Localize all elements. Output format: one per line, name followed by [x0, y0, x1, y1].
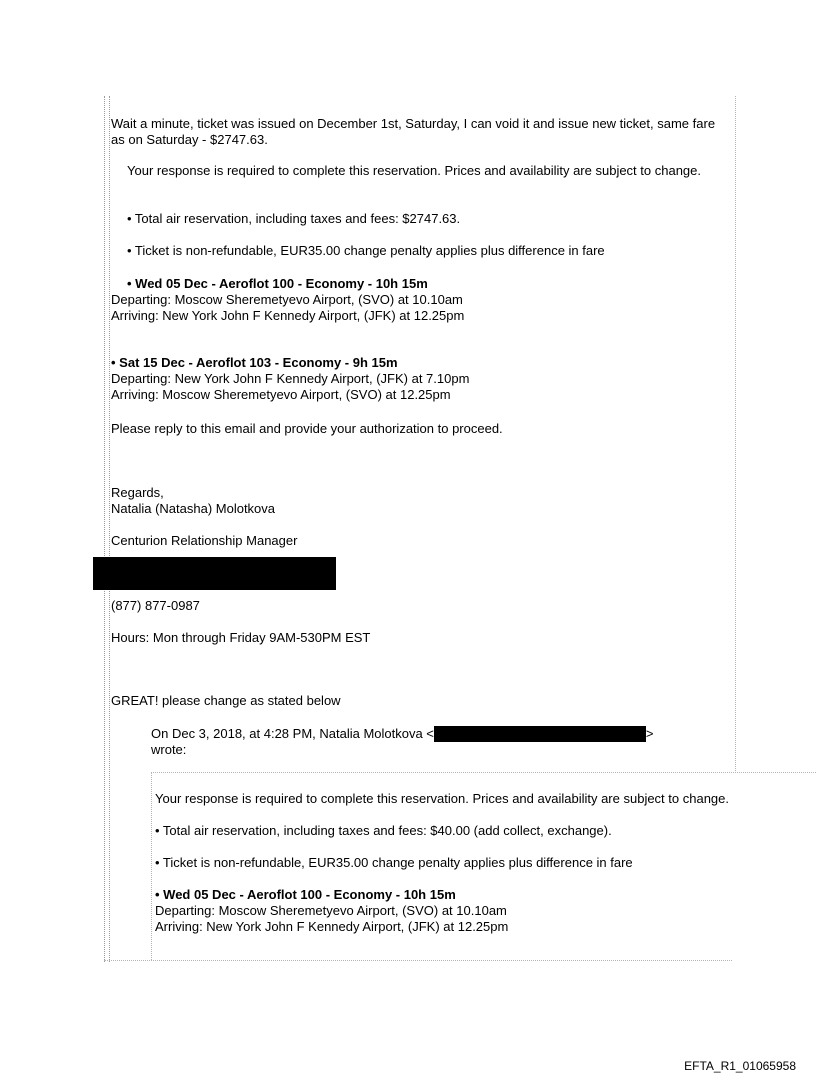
- quoted-bullet-total: • Total air reservation, including taxes and fees: $40.00 (add collect, exchange).: [155, 823, 612, 838]
- attribution-wrote: wrote:: [151, 742, 187, 757]
- reply-request-text: Please reply to this email and provide your authorization to proceed.: [111, 421, 503, 436]
- sender-name: Natalia (Natasha) Molotkova: [111, 501, 276, 516]
- quoted-bullet-ticket: • Ticket is non-refundable, EUR35.00 change penalty applies plus difference in fare: [155, 855, 633, 870]
- bullet-total: • Total air reservation, including taxes and fees: $2747.63.: [127, 211, 461, 226]
- attribution-suffix: >: [645, 726, 654, 741]
- redacted-email: [434, 726, 646, 742]
- quote-border-left: [104, 96, 110, 962]
- intro-paragraph: Wait a minute, ticket was issued on December 1st, Saturday, I can void it and issue new ticket, same fare as on Saturday - $2747.63.: [111, 116, 716, 147]
- response-required-text: Your response is required to complete this reservation. Prices and availability are subject to change.: [127, 163, 701, 178]
- attribution-line: [151, 726, 654, 742]
- phone-number: (877) 877-0987: [111, 598, 200, 613]
- flight-2-departing: Departing: New York John F Kennedy Airport, (JFK) at 7.10pm: [111, 371, 470, 386]
- quote-border-right: [735, 96, 736, 771]
- sender-title: Centurion Relationship Manager: [111, 533, 298, 548]
- flight-1-departing: Departing: Moscow Sheremetyevo Airport, (SVO) at 10.10am: [111, 292, 463, 307]
- attribution-prefix: On Dec 3, 2018, at 4:28 PM, Natalia Molotkova <: [151, 726, 434, 741]
- flight-2-heading: • Sat 15 Dec - Aeroflot 103 - Economy - 9h 15m: [111, 355, 398, 370]
- flight-1-arriving: Arriving: New York John F Kennedy Airport, (JFK) at 12.25pm: [111, 308, 465, 323]
- bullet-ticket: • Ticket is non-refundable, EUR35.00 change penalty applies plus difference in fare: [127, 243, 605, 258]
- flight-2-arriving: Arriving: Moscow Sheremetyevo Airport, (SVO) at 12.25pm: [111, 387, 451, 402]
- quoted-response-required: Your response is required to complete this reservation. Prices and availability are subject to change.: [155, 791, 729, 806]
- document-id: EFTA_R1_01065958: [684, 1059, 796, 1073]
- quoted-flight-1-heading: • Wed 05 Dec - Aeroflot 100 - Economy - 10h 15m: [155, 887, 456, 902]
- redaction-block: [93, 557, 336, 590]
- quote-border-bottom: [104, 960, 732, 961]
- office-hours: Hours: Mon through Friday 9AM-530PM EST: [111, 630, 371, 645]
- quoted-flight-1-departing: Departing: Moscow Sheremetyevo Airport, (SVO) at 10.10am: [155, 903, 507, 918]
- flight-1-heading: • Wed 05 Dec - Aeroflot 100 - Economy - 10h 15m: [127, 276, 428, 291]
- quoted-flight-1-arriving: Arriving: New York John F Kennedy Airport, (JFK) at 12.25pm: [155, 919, 509, 934]
- inner-quote-border-left: [151, 773, 152, 960]
- regards-text: Regards,: [111, 485, 164, 500]
- inner-quote-border-top: [151, 772, 816, 773]
- reply-text: GREAT! please change as stated below: [111, 693, 341, 708]
